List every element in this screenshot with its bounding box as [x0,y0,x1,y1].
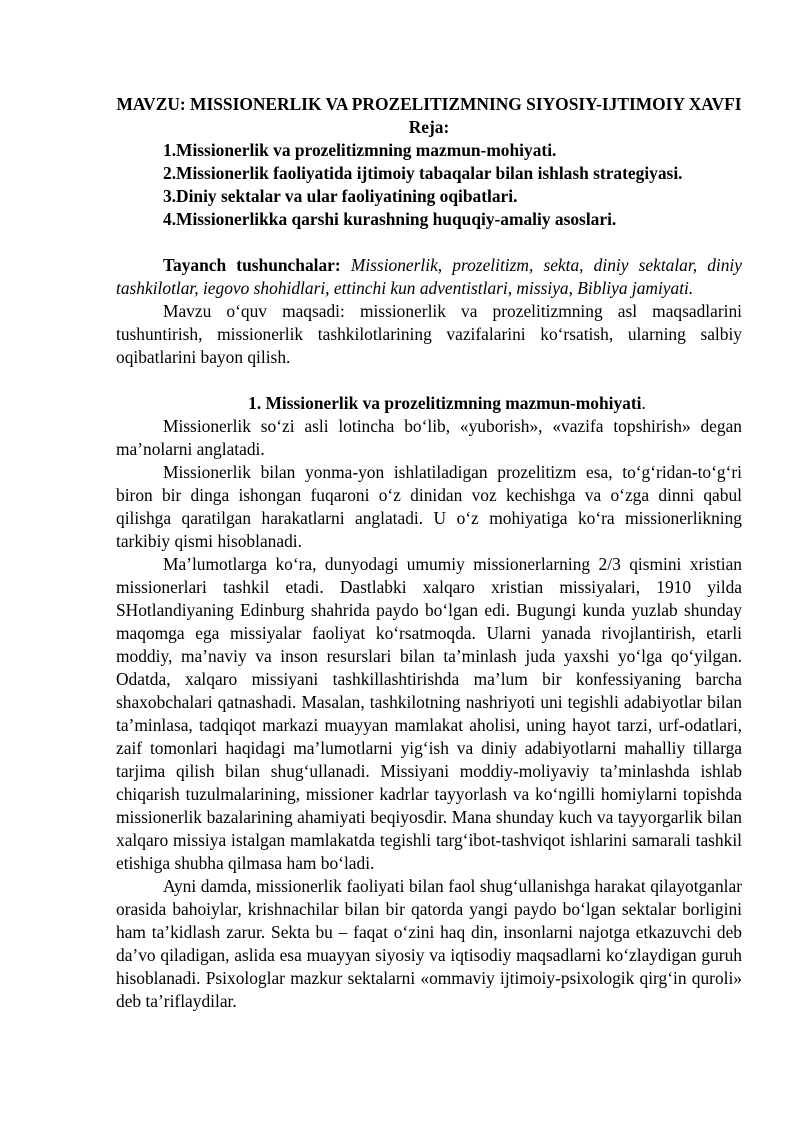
body-paragraph: Ayni damda, missionerlik faoliyati bilan faol shug‘ullanishga harakat qilayotganlar orasida bahoiylar, krishnachilar bilan bir qatorda yangi paydo bo‘lgan sektalar borligini ham ta’kidlash zarur. Sekta bu – faqat o‘zini haq din, insonlarni najotga etkazuvchi deb da’vo qiladigan, aslida esa muayyan siyosiy va iqtisodiy maqsadlarni ko‘zlaydigan guruh hisoblanadi. Psixologlar mazkur sektalarni «ommaviy ijtimoiy-psixologik qirg‘in quroli» deb ta’riflaydilar. [116,876,742,1011]
plan-item: 4.Missionerlikka qarshi kurashning huquqiy-amaliy asoslari. [163,209,617,229]
plan-item: 2.Missionerlik faoliyatida ijtimoiy tabaqalar bilan ishlash strategiyasi. [163,163,683,183]
body-paragraph: Ma’lumotlarga ko‘ra, dunyodagi umumiy missionerlarning 2/3 qismini xristian missionerlari tashkil etadi. Dastlabki xalqaro xristian missiyalari, 1910 yilda SHotlandiyaning Edinburg shahrida paydo bo‘lgan edi. Bugungi kunda yuzlab shunday maqomga ega missiyalar faoliyat ko‘rsatmoqda. Ularni yanada rivojlantirish, etarli moddiy, ma’naviy va inson resurslari bilan ta’minlash juda yaxshi yo‘lga qo‘yilgan. Odatda, xalqaro missiyani tashkillashtirishda ma’lum bir konfessiyaning barcha shaxobchalari qatnashadi. Masalan, tashkilotning nashriyoti uni tegishli adabiyotlar bilan ta’minlasa, tadqiqot markazi muayyan mamlakat aholisi, uning hayot tarzi, urf-odatlari, zaif tomonlari haqidagi ma’lumotlarni yig‘ish va diniy adabiyotlarni mahalliy tillarga tarjima qilish bilan shug‘ullanadi. Missiyani moddiy-moliyaviy ta’minlashda ishlab chiqarish tuzulmalarining, missioner kadrlar tayyorlash va ko‘ngilli homiylarni topishda missionerlik bazalarining ahamiyati beqiyosdir. Mana shunday kuch va tayyorgarlik bilan xalqaro missiya istalgan mamlakatda tegishli targ‘ibot-tashviqot ishlarini samarali tashkil etishiga shubha qilmasa ham bo‘ladi. [116,554,742,873]
document-page [116,93,742,1013]
plan-item: 1.Missionerlik va prozelitizmning mazmun-mohiyati. [163,140,557,160]
document-title: MAVZU: MISSIONERLIK VA PROZELITIZMNING SIYOSIY-IJTIMOIY XAVFI [116,94,742,114]
keywords-text: Missionerlik, prozelitizm, sekta, diniy sektalar, diniy tashkilotlar, iegovo shohidlari, ettinchi kun adventistlari, missiya, Bibliya jamiyati. [116,255,742,298]
keywords-label: Tayanch tushunchalar: [163,255,341,275]
body-paragraph: Missionerlik so‘zi asli lotincha bo‘lib, «yuborish», «vazifa topshirish» degan ma’nolarni anglatadi. [116,416,742,459]
spacer [116,231,742,254]
section-heading-period: . [641,393,646,413]
plan-item: 3.Diniy sektalar va ular faoliyatining oqibatlari. [163,186,518,206]
plan-heading: Reja: [408,117,450,137]
spacer [116,369,742,392]
goal-paragraph: Mavzu o‘quv maqsadi: missionerlik va prozelitizmning asl maqsadlarini tushuntirish, missionerlik tashkilotlarining vazifalarini ko‘rsatish, ularning salbiy oqibatlarini bayon qilish. [116,301,742,367]
keywords-paragraph [116,254,742,300]
plan-list [116,139,742,231]
body-paragraph: Missionerlik bilan yonma-yon ishlatiladigan prozelitizm esa, to‘g‘ridan-to‘g‘ri biron bir dinga ishongan fuqaroni o‘z dinidan voz kechishga va o‘zga dinni qabul qilishga qaratilgan harakatlarni anglatadi. U o‘z mohiyatiga ko‘ra missionerlikning tarkibiy qismi hisoblanadi. [116,462,742,551]
section-heading-text: 1. Missionerlik va prozelitizmning mazmun-mohiyati [248,393,642,413]
section-heading [116,392,742,415]
